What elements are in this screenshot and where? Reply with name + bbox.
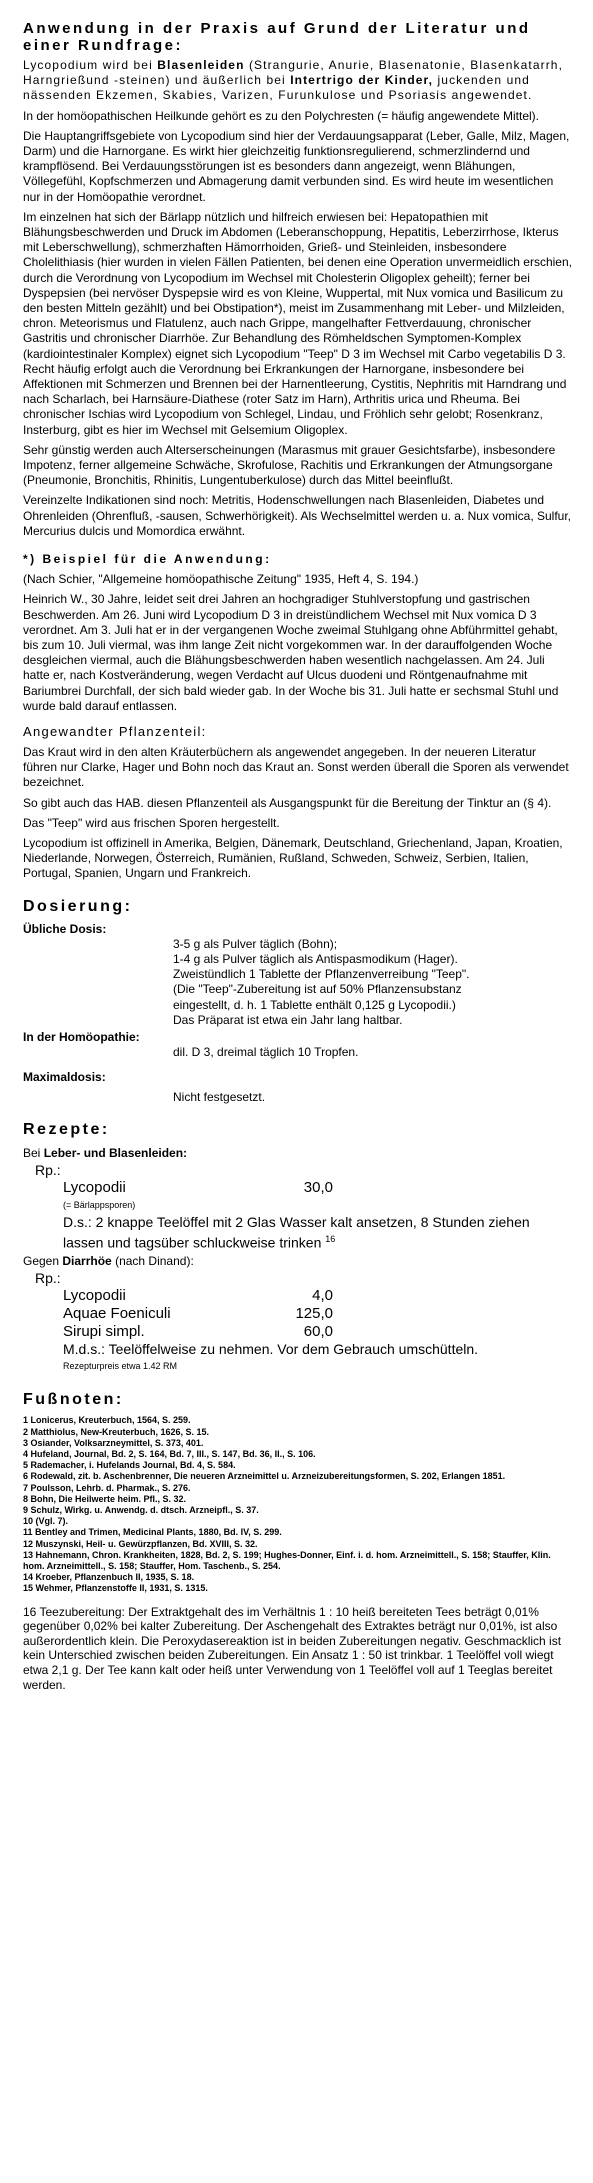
rezept-2 (23, 1253, 573, 1375)
rez2-item: Sirupi simpl. (63, 1323, 145, 1341)
rez2-qty: 125,0 (295, 1305, 333, 1323)
rez2-item-row (23, 1287, 573, 1305)
footnote: 3 Osiander, Volksarzneymittel, S. 373, 401. (23, 1437, 204, 1448)
hauptangriff-paragraph: Die Hauptangriffsgebiete von Lycopodium sind hier der Verdauungsapparat (Leber, Galle, Milz, Magen, Darm) und die Harnorgane. Es wirkt hier gleichzeitig funktionsregulierend, schmerzlindernd und krampflösend. Bei Verdauungsstörungen ist es besonders dann angezeigt, wenn Blähungen, Völlegefühl, Kopfschmerzen und Abmagerung damit verbunden sind. Es wird heute im wesentlichen nur in der Homöopathie verordnet. (23, 128, 570, 204)
dosis-ublich-label: Übliche Dosis: (23, 921, 107, 936)
dosis-homoo-value: dil. D 3, dreimal täglich 10 Tropfen. (173, 1045, 359, 1060)
footnote: 7 Poulsson, Lehrb. d. Pharmak., S. 276. (23, 1482, 191, 1493)
rezept-2-intro (23, 1253, 573, 1270)
dosis-homoo-label: In der Homöopathie: (23, 1029, 140, 1044)
nach-paragraph: (Nach Schier, "Allgemeine homöopathische Zeitung" 1935, Heft 4, S. 194.) (23, 572, 419, 587)
heinrich-paragraph: Heinrich W., 30 Jahre, leidet seit drei Jahren an hochgradiger Stuhlverstopfung und gastrischen Beschwerden. Am 26. Juni wird Lycopodium D 3 in dreistündlichem Wechsel mit Nux vomica D 3 verordnet. Am 3. Juli hat er in der vergangenen Woche zweimal Stuhlgang ohne Abführmittel gehabt, bis zum 10. Juli viermal, was ihm lange Zeit nicht vorgekommen war. In der darauffolgenden Woche desgleichen viermal, auch die Blähungsbeschwerden haben wesentlich nachgelassen. Am 24. Juli hatte er, nach Kostveränderung, wegen Verdacht auf Ulcus duodeni und Röntgenaufnahme mit Bariumbrei Durchfall, der sich bald wieder gab. In der Woche bis 31. Juli hatte er sechsmal Stuhl und wurde bald darauf entlassen. (23, 592, 559, 713)
rez1-item-row (23, 1179, 573, 1197)
rez2-price: Rezepturpreis etwa 1.42 RM (63, 1361, 178, 1372)
dosis-line: 1-4 g als Pulver täglich als Antispasmodikum (Hager). (173, 951, 458, 966)
offizinell-paragraph: Lycopodium ist offizinell in Amerika, Belgien, Dänemark, Deutschland, Griechenland, Japan, Kroatien, Niederlande, Norwegen, Österreich, Rumänien, Rußland, Schweden, Schweiz, Serbien, Italien, Portugal, Spanien, Ungarn und Frankreich. (23, 835, 563, 881)
dosis-max-values (23, 1090, 573, 1105)
dosierung-heading: Dosierung: (23, 897, 133, 915)
intro-text-c: (Strangurie, Anurie, Blasenatonie, Blasenkatarrh, Harngrießund -steinen) und äußerlich bei (23, 58, 563, 88)
rez1-qty: 30,0 (303, 1178, 333, 1196)
footnote: 14 Kroeber, Pflanzenbuch II, 1935, S. 18. (23, 1572, 195, 1583)
footnotes-list (23, 1415, 573, 1594)
rez2-item-row (23, 1323, 573, 1341)
intro-text-a: Lycopodium wird bei (23, 58, 158, 72)
intro-text-e: juckenden und nässenden Ekzemen, Skabies, Varizen, Furunkulose und Psoriasis angewendet. (23, 73, 533, 103)
footnote: 6 Rodewald, zit. b. Aschenbrenner, Die neueren Arzneimittel u. Arzneizubereitungsformen, S. 202, Erlangen 1851. (23, 1471, 506, 1482)
footnote: 5 Rademacher, i. Hufelands Journal, Bd. 4, S. 584. (23, 1460, 236, 1471)
intro-text-b: Blasenleiden (157, 58, 245, 72)
rez2-qty: 4,0 (312, 1287, 333, 1305)
intro-text-d: Intertrigo der Kinder, (290, 73, 434, 88)
footnote: 10 (Vgl. 7). (23, 1516, 69, 1527)
footnote: 2 Matthiolus, New-Kreuterbuch, 1626, S. 15. (23, 1426, 210, 1437)
dosis-homoo-values (23, 1045, 573, 1060)
rez1-note: (= Bärlappsporen) (63, 1199, 136, 1210)
spacer (23, 937, 173, 1028)
dosis-line: 3-5 g als Pulver täglich (Bohn); (173, 936, 338, 951)
polychrest-paragraph: In der homöopathischen Heilkunde gehört es zu den Polychresten (= häufig angewendete Mittel). (23, 108, 539, 123)
dosis-line: eingestellt, d. h. 1 Tablette enthält 0,125 g Lycopodii.) (173, 997, 456, 1012)
rez2-item: Aquae Foeniculi (63, 1305, 171, 1323)
hab-paragraph: So gibt auch das HAB. diesen Pflanzenteil als Ausgangspunkt für die Bereitung der Tinktur an (§ 4). (23, 795, 552, 810)
dosis-max-label: Maximaldosis: (23, 1070, 106, 1085)
rez1-sup: 16 (325, 1233, 336, 1244)
rez2-intro-b: Diarrhöe (62, 1254, 112, 1269)
dosis-ublich-values (23, 937, 573, 1028)
guenstig-paragraph: Sehr günstig werden auch Alterserscheinungen (Marasmus mit grauer Gesichtsfarbe), insbesondere Impotenz, ferner allgemeine Schwäche, Skrofulose, Rachitis und Erkrankungen der Atmungsorgane (Pneumonie, Bronchitis, Rhinitis, Lungentuberkulose) durch das Mittel beeinflußt. (23, 442, 556, 488)
teep-paragraph: Das "Teep" wird aus frischen Sporen hergestellt. (23, 815, 280, 830)
pflanzenteil-heading: Angewandter Pflanzenteil: (23, 723, 207, 739)
rez2-intro-a: Gegen (23, 1254, 63, 1269)
rez1-ds-text: D.s.: 2 knappe Teelöffel mit 2 Glas Wasser kalt ansetzen, 8 Stunden ziehen lassen und tagsüber schluckweise trinken (63, 1213, 530, 1251)
rezept-1 (23, 1145, 573, 1252)
dosis-max-value: Nicht festgesetzt. (173, 1089, 266, 1104)
footnote: 13 Hahnemann, Chron. Krankheiten, 1828, Bd. 2, S. 199; Hughes-Donner, Einf. i. d. hom. Arzneimittell., S. 158; Stauffer, Klin. hom. Arzneimittell., S. 158; Stauffer, Hom. Taschenb., S. 254. (23, 1549, 551, 1572)
footnote: 9 Schulz, Wirkg. u. Anwendg. d. dtsch. Arzneipfl., S. 37. (23, 1505, 259, 1516)
dosis-max-row (23, 1070, 573, 1085)
rez1-intro-a: Bei (23, 1145, 44, 1160)
dosis-line: (Die "Teep"-Zubereitung ist auf 50% Pflanzensubstanz (173, 982, 462, 997)
rp-label: Rp.: (35, 1161, 61, 1178)
fussnoten-heading: Fußnoten: (23, 1391, 124, 1409)
rezept-1-intro (23, 1145, 573, 1162)
einzelnen-paragraph: Im einzelnen hat sich der Bärlapp nützlich und hilfreich erwiesen bei: Hepatopathien mit Blähungsbeschwerden und Druck im Abdomen (Leberanschoppung, Hepatitis, Leberzirrhose, Ikterus mit Leberschwellung), schmerzhaften Hämorrhoiden, Grieß- und Steinleiden, insbesondere Cholelithiasis (hier wurden in vielen Fällen Patienten, bei denen eine Operation unvermeidlich erschien, durch die Verordnung von Lycopodium im Wechsel mit Cholesterin Oligoplex geheilt); ferner bei Dyspepsien (bei nervöser Dyspepsie wird es von Kleine, Wuppertal, mit Nux vomica und Basilicum zu den besten Mitteln gezählt) und bei Obstipation*), meist im Zusammenhang mit Leber- und Milzleiden, chron. Meteorismus und Flatulenz, auch nach Grippe, mangelhafter Fettverdauung, chronischer Gastritis und chronischer Diarrhöe. Zur Behandlung des Römheldschen Symptomen-Komplex (kardiointestinaler Komplex) eignet sich Lycopodium "Teep" D 3 im Wechsel mit Carbo vegetabilis D 3. Recht häufig erfolgt auch die Verordnung bei Erkrankungen der Harnorgane, insbesondere bei Affektionen mit Schmerzen und Brennen bei der Harnentleerung, Cystitis, Nephritis mit Harndrang und nach Scharlach, bei Harnsäure-Diathese (roter Satz im Harn), Arthritis urica und Rheuma. Bei chronischer Ischias wird Lycopodium von Schlegel, Lindau, und Fröhlich sehr gelobt; Rosenkranz, Insterburg, gibt es hier im Wechsel mit Gelsemium Oligoplex. (23, 209, 572, 437)
rez2-qty: 60,0 (303, 1323, 333, 1341)
footnote: 1 Lonicerus, Kreuterbuch, 1564, S. 259. (23, 1415, 191, 1426)
rez2-intro-c: (nach Dinand): (111, 1254, 194, 1269)
dosis-homoo-row (23, 1030, 573, 1045)
footnote: 15 Wehmer, Pflanzenstoffe II, 1931, S. 1315. (23, 1583, 208, 1594)
rez2-ms: M.d.s.: Teelöffelweise zu nehmen. Vor dem Gebrauch umschütteln. (63, 1341, 479, 1358)
footnote: 11 Bentley and Trimen, Medicinal Plants, 1880, Bd. IV, S. 299. (23, 1527, 282, 1538)
rez1-ds (23, 1214, 573, 1252)
dosis-line: Das Präparat ist etwa ein Jahr lang haltbar. (173, 1012, 403, 1027)
rp-label: Rp.: (35, 1270, 61, 1287)
intro-paragraph (23, 58, 573, 104)
spacer (23, 1090, 173, 1105)
rezepte-heading: Rezepte: (23, 1120, 110, 1138)
footnote: 4 Hufeland, Journal, Bd. 2, S. 164, Bd. 7, III., S. 147, Bd. 36, II., S. 106. (23, 1449, 316, 1460)
rez1-item: Lycopodii (63, 1178, 126, 1196)
footnote: 12 Muszynski, Heil- u. Gewürzpflanzen, Bd. XVIII, S. 32. (23, 1538, 258, 1549)
dosis-ublich-row (23, 922, 573, 937)
dosis-ublich-list (173, 937, 573, 1028)
section-title: Anwendung in der Praxis auf Grund der Literatur und einer Rundfrage: (23, 20, 531, 54)
beispiel-heading: *) Beispiel für die Anwendung: (23, 552, 272, 567)
kraut-paragraph: Das Kraut wird in den alten Kräuterbüchern als angewendet angegeben. In der neueren Literatur führen nur Clarke, Hager und Bohn noch das Kraut an. Sonst werden überall die Sporen als verwendet bezeichnet. (23, 744, 569, 790)
rez2-item: Lycopodii (63, 1287, 126, 1305)
footnote: 8 Bohn, Die Heilwerte heim. Pfl., S. 32. (23, 1493, 187, 1504)
teezubereitung-note: 16 Teezubereitung: Der Extraktgehalt des im Verhältnis 1 : 10 heiß bereiteten Tees beträgt 0,01% gegenüber 0,02% bei kalter Zubereitung. Der Aschengehalt des Extraktes beträgt nur 0,01%, ist also außerordentlich klein. Die Peroxydasereaktion ist in beiden Zubereitungen negativ. Geschmacklich ist kein Unterschied zwischen beiden Zubereitungen. Ein Ansatz 1 : 50 ist trinkbar. 1 Teelöffel voll wiegt etwa 2,1 g. Der Tee kann kalt oder heiß unter Verwendung von 1 Teelöffel voll auf 1 Teeglas bereitet werden. (23, 1604, 562, 1692)
rez1-intro-b: Leber- und Blasenleiden: (43, 1145, 188, 1160)
vereinzelt-paragraph: Vereinzelte Indikationen sind noch: Metritis, Hodenschwellungen nach Blasenleiden, Diabetes und Ohrenleiden (Ohrenfluß, -sausen, Schwerhörigkeit). Als Wechselmittel werden u. a. Nux vomica, Sulfur, Mercurius dulcis und Momordica erwähnt. (23, 493, 572, 538)
rez2-item-row (23, 1305, 573, 1323)
spacer (23, 1045, 173, 1060)
dosis-line: Zweistündlich 1 Tablette der Pflanzenverreibung "Teep". (173, 967, 470, 982)
